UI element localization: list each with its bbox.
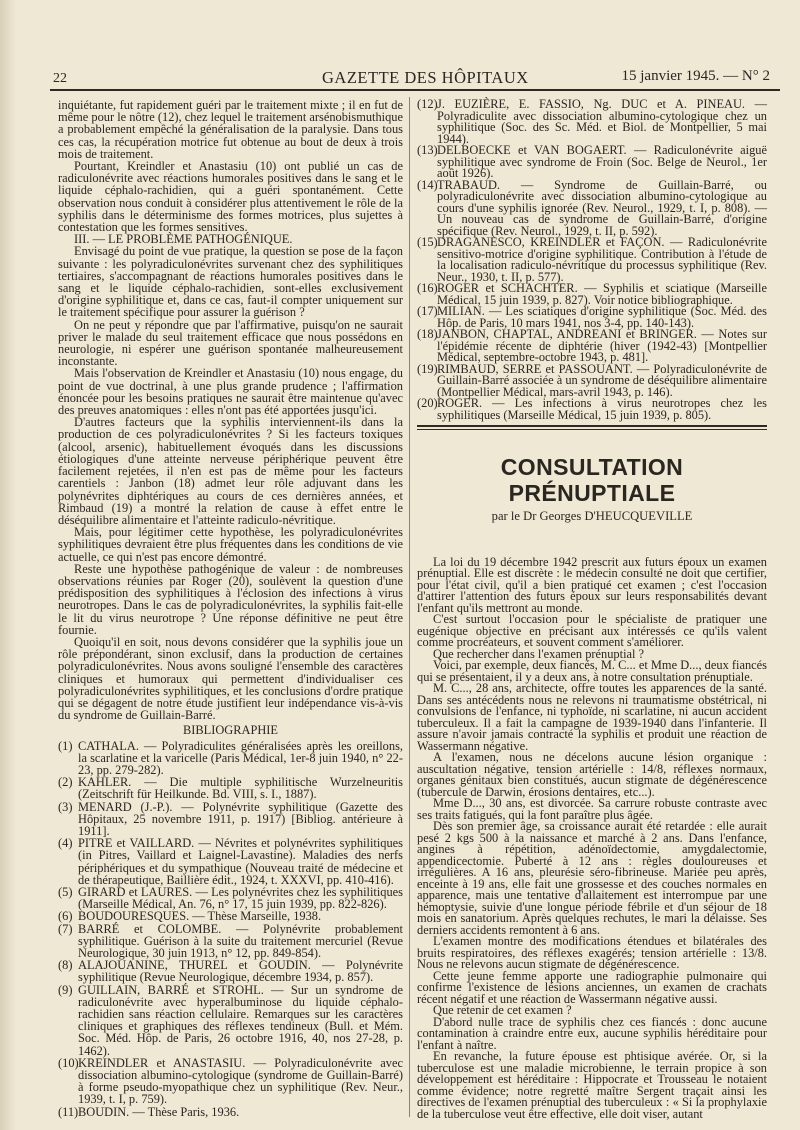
body-paragraph: La loi du 19 décembre 1942 prescrit aux futurs époux un examen prénuptial. Elle est discrète : le médecin consulté ne doit que certifier, pour l'état civil, qu'il a bien pratiqué cet examen ; c'est l'occasion d'attirer l'attention des futurs époux sur leurs responsabilités devant l'enfant qu'ils mettront au monde. (417, 554, 767, 615)
reference-number: (2) (58, 775, 73, 790)
reference-number: (13) (417, 143, 438, 157)
body-paragraph: On ne peut y répondre que par l'affirmative, puisqu'on ne saurait priver le malade du seul traitement efficace que nous possédons en neurologie, ni espérer une guérison spontanée malheureusement inconstante. (58, 317, 403, 369)
section-rule (417, 425, 767, 427)
reference-text: MILIAN. — Les sciatiques d'origine syphilitique (Soc. Méd. des Hôp. de Paris, 10 mars 1941, nos 3-4, pp. 140-143). (437, 304, 767, 330)
body-paragraph: Mme D..., 30 ans, est divorcée. Sa carrure robuste contraste avec ses traits fatigués, qui la font paraître plus âgée. (417, 796, 767, 822)
reference-text: ROGER et SCHACHTER. — Syphilis et sciatique (Marseille Médical, 15 juin 1939, p. 827). Voir notice bibliographique. (437, 281, 767, 307)
bibliography-entry (58, 959, 403, 983)
body-paragraph: Mais l'observation de Kreindler et Anastasiu (10) nous engage, du point de vue doctrinal, à une plus grande prudence ; l'affirmation énoncée pour les besoins pratiques ne saurait être maintenue qu'avec des preuves anatomiques : elles n'ont pas été apportées jusqu'ici. (58, 366, 403, 418)
reference-number: (6) (58, 909, 73, 924)
reference-number: (4) (58, 836, 73, 851)
right-column (417, 99, 767, 1120)
reference-number: (5) (58, 885, 73, 899)
body-paragraph: III. — LE PROBLÈME PATHOGÉNIQUE. (74, 232, 293, 247)
reference-number: (11) (58, 1104, 79, 1119)
bibliography-entry (417, 361, 767, 399)
body-paragraph: A l'examen, nous ne décelons aucune lésion organique : auscultation négative, tension artérielle : 14/8, réflexes normaux, organes génitaux bien constitués, aucun stigmate de dégénérescence (tubercule de Darwin, érosions dentaires, etc...). (417, 750, 767, 799)
article-title: CONSULTATION PRÉNUPTIALE (500, 454, 684, 506)
body-paragraph: Envisagé du point de vue pratique, la question se pose de la façon suivante : les polyradiculonévrites survenant chez des syphilitiques tertiaires, s'accompagnant de réactions humorales positives dans le sang et le liquide céphalo-rachidien, sont-elles exclusivement d'origine syphilitique et, dans ce cas, faut-il compter uniquement sur le traitement spécifique pour assurer la guérison ? (58, 244, 403, 320)
reference-text: GIRARD et LAURES. — Les polynévrites chez les syphilitiques (Marseille Médical, An. 76, n° 17, 15 juin 1939, pp. 822-826). (78, 885, 403, 912)
reference-number: (20) (417, 396, 438, 410)
reference-text: BARRÉ et COLOMBE. — Polynévrite probablement syphilitique. Guérison à la suite du traitement mercuriel (Revue Neurologique, 30 juin 1913, n° 12, pp. 849-854). (78, 921, 403, 961)
reference-text: KAHLER. — Die multiple syphilitische Wurzelneuritis (Zeitschrift für Heilkunde. Bd. VIII, s. I., 1887). (78, 775, 403, 802)
reference-number: (9) (58, 982, 73, 997)
body-paragraph: Dès son premier âge, sa croissance aurait été retardée : elle aurait pesé 2 kgs 500 à la naissance et marché à 2 ans. Dans l'enfance, angines à répétition, adénoïdectomie, amygdalectomie, appendicectomie. Puberté à 12 ans : règles douloureuses et irrégulières. A 16 ans, pleurésie séro-fibrineuse. Mariée peu après, enceinte à 19 ans, elle fait une grossesse et des couches normales en apparence, mais une tentative d'allaitement est interrompue par une hémoptysie, suivie d'une longue période fébrile et d'un séjour de 18 mois en sanatorium. Après quelques rechutes, le mari la délaisse. Ses derniers accidents remontent à 6 ans. (417, 819, 767, 937)
body-paragraph: Quoiqu'il en soit, nous devons considérer que la syphilis joue un rôle prépondérant, sinon exclusif, dans la production de certaines polyradiculonévrites. Nous avons souligné l'ensemble des caractères cliniques et humoraux qui permettent d'individualiser ces polyradiculonévrites syphilitiques, et les conclusions d'ordre pratique qui se dégagent de notre étude justifient leur indépendance vis-à-vis du syndrome de Guillain-Barré. (58, 634, 403, 723)
body-paragraph: Mais, pour légitimer cette hypothèse, les polyradiculonévrites syphilitiques devraient être plus fréquentes dans les conditions de vie actuelle, ce qui n'est pas encore démontré. (58, 525, 403, 564)
page-number: 22 (53, 71, 67, 86)
body-paragraph: inquiétante, fut rapidement guéri par le traitement mixte ; il en fut de même pour le nôtre (12), chez lequel le traitement arsénobismuthique a probablement empêché la généralisation de la paralysie. Dans tous ces cas, la récupération motrice fut obtenue au bout de deux à trois mois de traitement. (58, 98, 403, 161)
reference-text: ROGER. — Les infections à virus neurotropes chez les syphilitiques (Marseille Médical, 15 juin 1939, p. 805). (437, 396, 767, 422)
bibliography-entry (58, 886, 403, 910)
section-rule-thin (417, 429, 767, 430)
bibliography-entry (58, 740, 403, 777)
reference-text: J. EUZIÈRE, E. FASSIO, Ng. DUC et A. PINEAU. — Polyradiculite avec dissociation albumino-cytologique chez un syphilitique (Soc. des Sc. Méd. et Biol. de Montpellier, 5 mai 1944). (437, 97, 767, 146)
reference-text: GUILLAIN, BARRÉ et STROHL. — Sur un syndrome de radiculonévrite avec hyperalbuminose du liquide céphalo-rachidien sans réaction cellulaire. Remarques sur les caractères cliniques et graphiques des réflexes tendineux (Bull. et Mém. Soc. Méd. Hôp. de Paris, 26 octobre 1916, 40, nos 27-28, p. 1462). (78, 982, 403, 1058)
issue-date: 15 janvier 1945. — N° 2 (621, 68, 770, 84)
reference-number: (18) (417, 327, 438, 341)
bibliography-entry (58, 837, 403, 886)
bibliography-heading: BIBLIOGRAPHIE (183, 723, 278, 738)
body-paragraph: Que retenir de cet examen ? (433, 1003, 572, 1017)
bibliography-entry (58, 984, 403, 1057)
reference-number: (19) (417, 361, 438, 376)
bibliography-entry (58, 1106, 403, 1118)
bibliography-entry (58, 1057, 403, 1106)
reference-text: CATHALA. — Polyradiculites généralisées après les oreillons, la scarlatine et la varicelle (Paris Médical, 1er-8 juin 1940, n° 22-23, pp. 279-282). (78, 738, 403, 777)
page-header (50, 57, 780, 91)
reference-text: BOUDIN. — Thèse Paris, 1936. (78, 1104, 240, 1119)
bibliography-entry (58, 910, 403, 922)
bibliography-entry (417, 145, 767, 180)
reference-text: ALAJOUANINE, THUREL et GOUDIN. — Polynévrite syphilitique (Revue Neurologique, décembre 1934, p. 857). (78, 958, 403, 985)
article-byline: par le Dr Georges D'HEUCQUEVILLE (491, 509, 693, 523)
reference-text: DRAGANESCO, KREINDLER et FAÇON. — Radiculonévrite sensitivo-motrice d'origine syphilitique. Contribution à l'étude de la localisation radiculo-névritique du processus syphilitique (Rev. Neur., 1930, t. II, p. 577). (437, 235, 767, 284)
body-paragraph: Que rechercher dans l'examen prénuptial ? (433, 646, 645, 661)
reference-number: (10) (58, 1055, 79, 1070)
body-paragraph: D'autres facteurs que la syphilis interviennent-ils dans la production de ces polyradiculonévrites ? Si les facteurs toxiques (alcool, arsenic), habituellement évoqués dans les discussions étiologiques d'une atteinte nerveuse périphérique peuvent être facilement rejetées, il n'en est pas de même pour les facteurs carentiels : Janbon (18) admet leur rôle adjuvant dans les polynévrites diphtériques au cours de ces dernières années, et Rimbaud (19) a montré la relation de cause à effet entre le déséquilibre alimentaire et l'atteinte radiculo-névritique. (58, 415, 403, 527)
body-paragraph: En revanche, la future épouse est phtisique avérée. Or, si la tuberculose est une maladie microbienne, le terrain propice à son développement est héréditaire : Hippocrate et Trousseau le notaient comme évidence; notre regretté maître Sergent traçait ainsi les directives de l'examen prénuptial des tuberculeux : « Si la prophylaxie de la tuberculose veut être effective, elle doit viser, autant (417, 1049, 767, 1121)
column-divider (409, 97, 410, 1117)
bibliography-entry (417, 306, 767, 329)
reference-text: KREINDLER et ANASTASIU. — Polyradiculonévrite avec dissociation albumino-cytologique (syndrome de Guillain-Barré) à forme pseudo-myopathique chez un syphilitique (Rev. Neur., 1939, t. I, p. 759). (78, 1055, 403, 1107)
bibliography-entry (417, 237, 767, 283)
reference-text: RIMBAUD, SERRE et PASSOUANT. — Polyradiculonévrite de Guillain-Barré associée à un syndrome de déséquilibre alimentaire (Montpellier Médical, mars-avril 1943, p. 146). (437, 361, 767, 399)
body-paragraph: Voici, par exemple, deux fiancés, M. C... et Mme D..., deux fiancés qui se présentaient, il y a deux ans, à notre consultation prénuptiale. (417, 658, 767, 684)
body-paragraph: Pourtant, Kreindler et Anastasiu (10) ont publié un cas de radiculonévrite avec réactions humorales positives dans le sang et le liquide céphalo-rachidien, qui a guéri spontanément. Cette observation nous conduit à considérer plus attentivement le rôle de la syphilis dans le déterminisme des formes motrices, plus sujettes à contestation que les formes sensitives. (58, 159, 403, 235)
body-paragraph: Cette jeune femme apporte une radiographie pulmonaire qui confirme l'existence de lésions anciennes, un examen de crachats récent négatif et une réaction de Wassermann négative aussi. (417, 968, 767, 1006)
bibliography-entry (58, 923, 403, 960)
reference-text: DELBOECKE et VAN BOGAERT. — Radiculonévrite aiguë syphilitique avec syndrome de Froin (Soc. Belge de Neurol., 1er août 1926). (437, 143, 767, 180)
reference-number: (12) (417, 97, 438, 111)
bibliography-entry (58, 801, 403, 838)
body-paragraph: L'examen montre des modifications étendues et bilatérales des bruits respiratoires, des réflexes exagérés; tension artérielle : 13/8. Nous ne relevons aucun stigmate de dégénérescence. (417, 934, 767, 971)
bibliography-entry (417, 99, 767, 145)
body-paragraph: D'abord nulle trace de syphilis chez ces fiancés : donc aucune contamination à craindre entre eux, aucune syphilis héréditaire pour l'enfant à naître. (417, 1014, 767, 1052)
bibliography-entry (417, 177, 767, 238)
reference-text: PITRE et VAILLARD. — Névrites et polynévrites syphilitiques (in Pitres, Vaillard et Laignel-Lavastine). Maladies des nerfs périphériques et du sympathique (Nouveau traité de médecine et de thérapeutique, Baillière édit., 1924, t. XXXVI, pp. 410-416). (78, 836, 403, 887)
reference-number: (15) (417, 235, 438, 249)
left-column (58, 99, 403, 1118)
reference-number: (1) (58, 738, 73, 753)
reference-text: MENARD (J.-P.). — Polynévrite syphilitique (Gazette des Hôpitaux, 25 novembre 1911, p. 1917) [Bibliog. antérieure à 1911]. (78, 799, 403, 838)
page-gutter (0, 0, 16, 1130)
body-paragraph: C'est surtout l'occasion pour le spécialiste de pratiquer une eugénique objective en précisant aux intéressés ce qu'ils valent comme procréateurs, et souvent comment s'améliorer. (417, 612, 767, 649)
bibliography-entry (58, 776, 403, 800)
body-paragraph: Reste une hypothèse pathogénique de valeur : de nombreuses observations réunies par Roger (20), soulèvent la question d'une prédisposition des syphilitiques à l'éclosion des infections à virus neurotropes. Dans le cas de polyradiculonévrites, la syphilis fait-elle le lit du virus neurotrope ? Une réponse définitive ne peut être fournie. (58, 561, 403, 637)
bibliography-entry (417, 398, 767, 421)
reference-number: (3) (58, 799, 73, 814)
reference-text: JANBON, CHAPTAL, ANDREANI et BRINGER. — Notes sur l'épidémie récente de diphtérie (hiver (1942-43) [Montpellier Médical, septembre-octobre 1943, p. 481]. (437, 327, 767, 364)
reference-number: (17) (417, 304, 438, 318)
journal-title: GAZETTE DES HÔPITAUX (322, 68, 529, 87)
bibliography-entry (417, 283, 767, 306)
reference-number: (8) (58, 958, 73, 973)
reference-number: (14) (417, 177, 438, 192)
reference-text: BOUDOURESQUES. — Thèse Marseille, 1938. (78, 909, 322, 924)
reference-number: (16) (417, 281, 438, 295)
reference-text: TRABAUD. — Syndrome de Guillain-Barré, ou polyradiculonévrite avec dissociation albumino-cytologique au cours d'une syphilis ignorée (Rev. Neurol., 1929, t. I, p. 808). — Un nouveau cas de syndrome de Guillain-Barré, d'origine spécifique (Rev. Neurol., 1929, t. II, p. 592). (437, 177, 767, 238)
reference-number: (7) (58, 921, 73, 936)
header-rule (50, 89, 780, 91)
body-paragraph: M. C..., 28 ans, architecte, offre toutes les apparences de la santé. Dans ses antécédents nous ne relevons ni traumatisme obstétrical, ni convulsions de l'enfance, ni typhoïde, ni scarlatine, ni aucun accident tuberculeux. Il a fait la campagne de 1939-1940 dans l'infanterie. Il assure n'avoir jamais contracté la syphilis et produit une réaction de Wassermann négative. (417, 681, 767, 753)
bibliography-entry (417, 329, 767, 364)
